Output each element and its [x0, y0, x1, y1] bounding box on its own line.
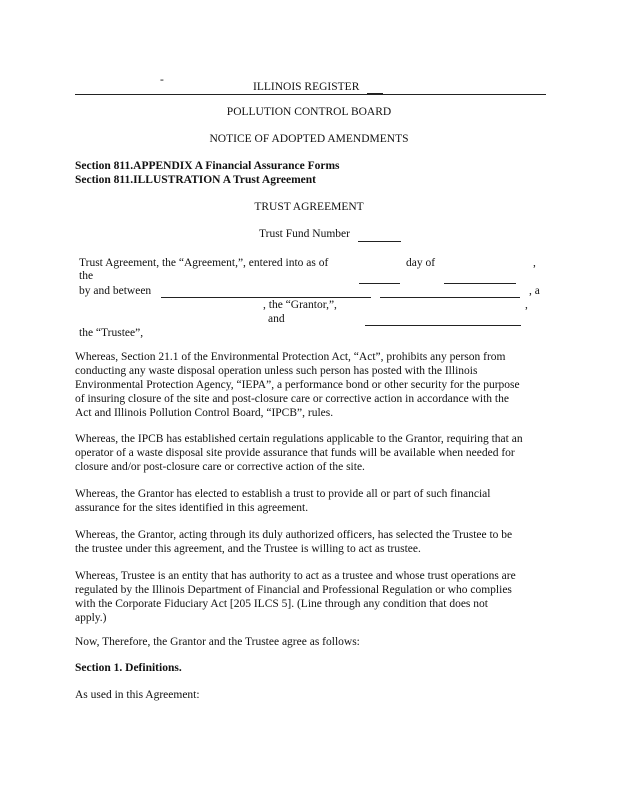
section-1-heading: Section 1. Definitions. [75, 662, 182, 674]
paragraph-line: conducting any waste disposal operation unless such person has posted with the Illinois [75, 365, 478, 377]
whereas-paragraph-3 [75, 487, 545, 515]
month-blank [444, 283, 516, 284]
header-rule [75, 94, 546, 95]
whereas-paragraph-5 [75, 569, 545, 625]
preamble-comma-1: , [533, 257, 536, 269]
paragraph-line: assurance for the sites identified in this agreement. [75, 502, 309, 514]
paragraph-line: regulated by the Illinois Department of Financial and Professional Regulation or who complies [75, 584, 512, 596]
paragraph-line: Now, Therefore, the Grantor and the Trustee agree as follows: [75, 636, 360, 648]
paragraph-line: Whereas, the Grantor, acting through its duly authorized officers, has selected the Trustee to be [75, 529, 513, 541]
preamble-and: and [268, 313, 285, 325]
paragraph-line: Act and Illinois Pollution Control Board, “IPCB”, rules. [75, 407, 334, 419]
grantor-name-blank [161, 297, 371, 298]
paragraph-line: of insuring closure of the site and post-closure care or corrective action in accordance with the [75, 393, 509, 405]
paragraph-line: operator of a waste disposal site provide assurance that funds will be available when needed for [75, 447, 515, 459]
section-appendix-heading: Section 811.APPENDIX A Financial Assurance Forms [75, 160, 340, 172]
register-title: ILLINOIS REGISTER [253, 81, 360, 93]
trust-fund-number-blank [358, 241, 401, 242]
preamble-entered-into: Trust Agreement, the “Agreement,”, entered into as of [79, 257, 329, 269]
paragraph-line: apply.) [75, 612, 107, 624]
whereas-paragraph-1 [75, 350, 545, 420]
preamble-day-of: day of [406, 257, 436, 269]
section-1-intro: As used in this Agreement: [75, 689, 200, 701]
paragraph-line: Whereas, the IPCB has established certain regulations applicable to the Grantor, requiring that an [75, 433, 523, 445]
header-marker: - [160, 74, 164, 86]
trust-fund-number-label: Trust Fund Number [259, 228, 350, 240]
notice-title: NOTICE OF ADOPTED AMENDMENTS [209, 133, 409, 145]
paragraph-line: Whereas, Section 21.1 of the Environmental Protection Act, “Act”, prohibits any person from [75, 351, 506, 363]
paragraph-line: Whereas, Trustee is an entity that has authority to act as a trustee and whose trust operations are [75, 570, 516, 582]
preamble-trustee: the “Trustee”, [79, 327, 144, 339]
paragraph-line: Environmental Protection Agency, “IEPA”, a performance bond or other security for the purpose [75, 379, 520, 391]
preamble-comma-2: , [525, 299, 528, 311]
agreement-title: TRUST AGREEMENT [254, 201, 364, 213]
date-blank [359, 283, 400, 284]
grantor-type-blank [380, 297, 520, 298]
preamble-comma-a: , a [529, 285, 540, 297]
now-therefore-paragraph [75, 635, 545, 649]
preamble-grantor: , the “Grantor,”, [263, 299, 337, 311]
trustee-name-blank [365, 325, 521, 326]
preamble-by-and-between: by and between [79, 285, 152, 297]
paragraph-line: with the Corporate Fiduciary Act [205 ILCS 5]. (Line through any condition that does not [75, 598, 488, 610]
preamble-the: the [79, 270, 94, 282]
board-name: POLLUTION CONTROL BOARD [226, 106, 392, 118]
paragraph-line: closure and/or post-closure care or corrective action of the site. [75, 461, 365, 473]
whereas-paragraph-2 [75, 432, 545, 474]
section-illustration-heading: Section 811.ILLUSTRATION A Trust Agreement [75, 174, 316, 186]
paragraph-line: the trustee under this agreement, and the Trustee is willing to act as trustee. [75, 543, 421, 555]
paragraph-line: Whereas, the Grantor has elected to establish a trust to provide all or part of such financial [75, 488, 491, 500]
whereas-paragraph-4 [75, 528, 545, 556]
